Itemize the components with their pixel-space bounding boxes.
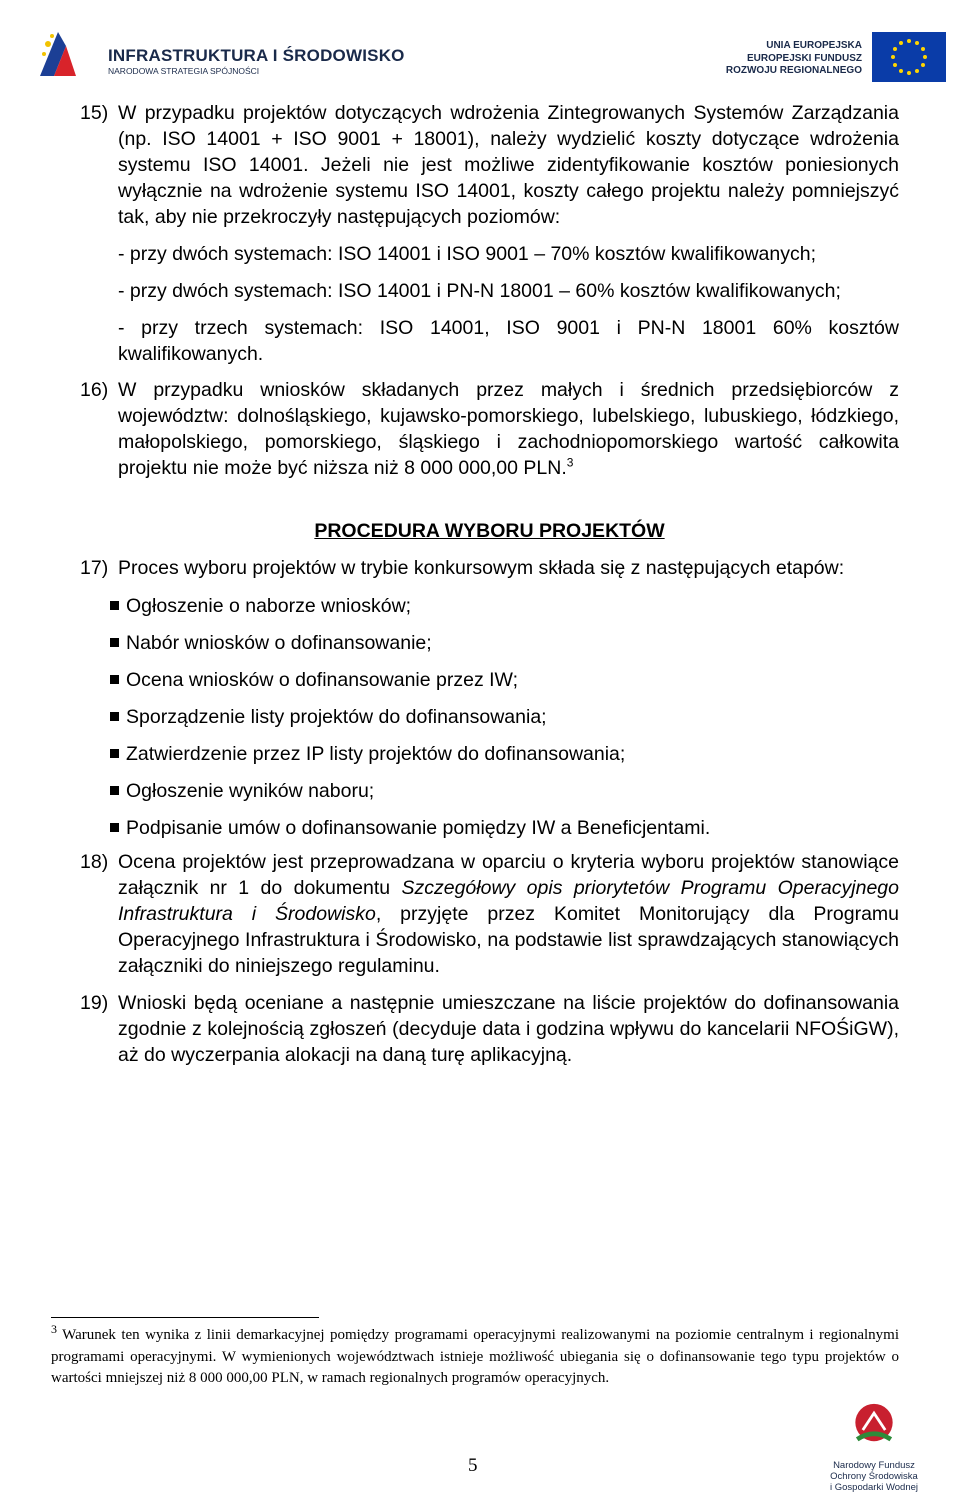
item-text-body: W przypadku wniosków składanych przez małych i średnich przedsiębiorców z województw: dolnośląskiego, kujawsko-pomorskiego, lubelskiego, lubuskiego, łódzkiego, małopolskiego, pomorskiego, śląskiego i zachodniopomorskiego wartość całkowita projektu nie może być niższa niż 8 000 000,00 PLN. <box>118 379 899 479</box>
footnote-reference: 3 <box>566 455 574 470</box>
list-item: Sporządzenie listy projektów do dofinansowania; <box>110 704 899 741</box>
sub-item: - przy trzech systemach: ISO 14001, ISO 9001 i PN-N 18001 60% kosztów kwalifikowanych. <box>118 317 899 365</box>
list-item: Zatwierdzenie przez IP listy projektów do dofinansowania; <box>110 741 899 778</box>
list-item: Nabór wniosków o dofinansowanie; <box>110 630 899 667</box>
eu-text <box>726 40 862 78</box>
infrastruktura-logo <box>28 24 405 80</box>
item-17 <box>80 555 899 581</box>
item-16 <box>80 377 899 481</box>
page-number: 5 <box>468 1455 478 1476</box>
eu-line-1: UNIA EUROPEJSKA <box>766 40 862 51</box>
item-19 <box>80 990 899 1068</box>
footnote <box>51 1322 899 1390</box>
sub-item: - przy dwóch systemach: ISO 14001 i ISO 9001 – 70% kosztów kwalifikowanych; <box>118 243 816 265</box>
list-item: Podpisanie umów o dofinansowanie pomiędzy IW a Beneficjentami. <box>110 815 899 852</box>
item-text <box>118 377 899 481</box>
item-15 <box>80 100 899 367</box>
document-body <box>80 100 899 1068</box>
list-item: Ogłoszenie o naborze wniosków; <box>110 593 899 630</box>
eu-flag-icon <box>872 32 946 82</box>
footnote-separator <box>51 1317 319 1318</box>
item-text-a: Ocena projektów jest przeprowadzana w oparciu o kryteria wyboru projektów stanowiące załącznik nr 1 do dokumentu <box>118 851 899 899</box>
item-text-b: , przyjęte przez Komitet Monitorujący dla Programu Operacyjnego Infrastruktura i Środowisko, na podstawie list sprawdzających stanowiących załączniki do niniejszego regulaminu. <box>118 903 899 977</box>
program-subtitle: NARODOWA STRATEGIA SPÓJNOŚCI <box>108 66 260 76</box>
eu-logo <box>706 30 946 84</box>
nfosigw-text <box>812 1460 936 1493</box>
item-18 <box>80 849 899 979</box>
item-number: 19) <box>80 992 109 1014</box>
stages-list <box>80 593 899 852</box>
document-title: Szczegółowy opis priorytetów Programu Operacyjnego Infrastruktura i Środowisko <box>118 877 899 925</box>
list-item: Ogłoszenie wyników naboru; <box>110 778 899 815</box>
nfosigw-emblem-icon <box>818 1402 930 1458</box>
item-number: 15) <box>80 102 109 124</box>
item-text: Wnioski będą oceniane a następnie umieszczane na liście projektów do dofinansowania zgodnie z kolejnością zgłoszeń (decyduje data i godzina wpływu do kancelarii NFOŚiGW), aż do wyczerpania alokacji na daną turę aplikacyjną. <box>118 992 899 1066</box>
eu-line-3: ROZWOJU REGIONALNEGO <box>725 65 862 76</box>
nss-emblem-icon <box>36 28 80 80</box>
nf-line-1: Narodowy Fundusz <box>833 1460 915 1471</box>
nf-line-2: Ochrony Środowiska <box>830 1471 918 1482</box>
item-text <box>118 849 899 979</box>
item-number: 16) <box>80 379 109 401</box>
item-text: W przypadku projektów dotyczących wdrożenia Zintegrowanych Systemów Zarządzania (np. ISO 14001 + ISO 9001 + 18001), należy wydzielić koszty dotyczące wdrożenia systemu ISO 14001. Jeżeli nie jest możliwe zidentyfikowanie kosztów poniesionych wyłącznie na wdrożenie systemu ISO 14001, koszty całego projektu należy pomniejszyć tak, aby nie przekroczyły następujących poziomów: <box>118 102 899 228</box>
list-item: Ocena wniosków o dofinansowanie przez IW; <box>110 667 899 704</box>
item-text: Proces wyboru projektów w trybie konkursowym składa się z następujących etapów: <box>118 557 845 579</box>
footnote-text: Warunek ten wynika z linii demarkacyjnej pomiędzy programami operacyjnymi realizowanymi na poziomie centralnym i regionalnymi programami operacyjnymi. W wymienionych województwach istnieje możliwość ubiegania się o dofinansowanie tego typu projektów o wartości mniejszej niż 8 000 000,00 PLN, w ramach regionalnych programów operacyjnych. <box>51 1327 899 1386</box>
section-heading: PROCEDURA WYBORU PROJEKTÓW <box>314 520 665 542</box>
eu-line-2: EUROPEJSKI FUNDUSZ <box>746 52 862 64</box>
sub-item: - przy dwóch systemach: ISO 14001 i PN-N 18001 – 60% kosztów kwalifikowanych; <box>118 280 841 302</box>
nf-line-3: i Gospodarki Wodnej <box>829 1482 918 1493</box>
footnote-mark: 3 <box>51 1322 57 1336</box>
item-number: 18) <box>80 851 109 873</box>
item-number: 17) <box>80 557 109 579</box>
program-title: INFRASTRUKTURA I ŚRODOWISKO <box>108 46 405 65</box>
